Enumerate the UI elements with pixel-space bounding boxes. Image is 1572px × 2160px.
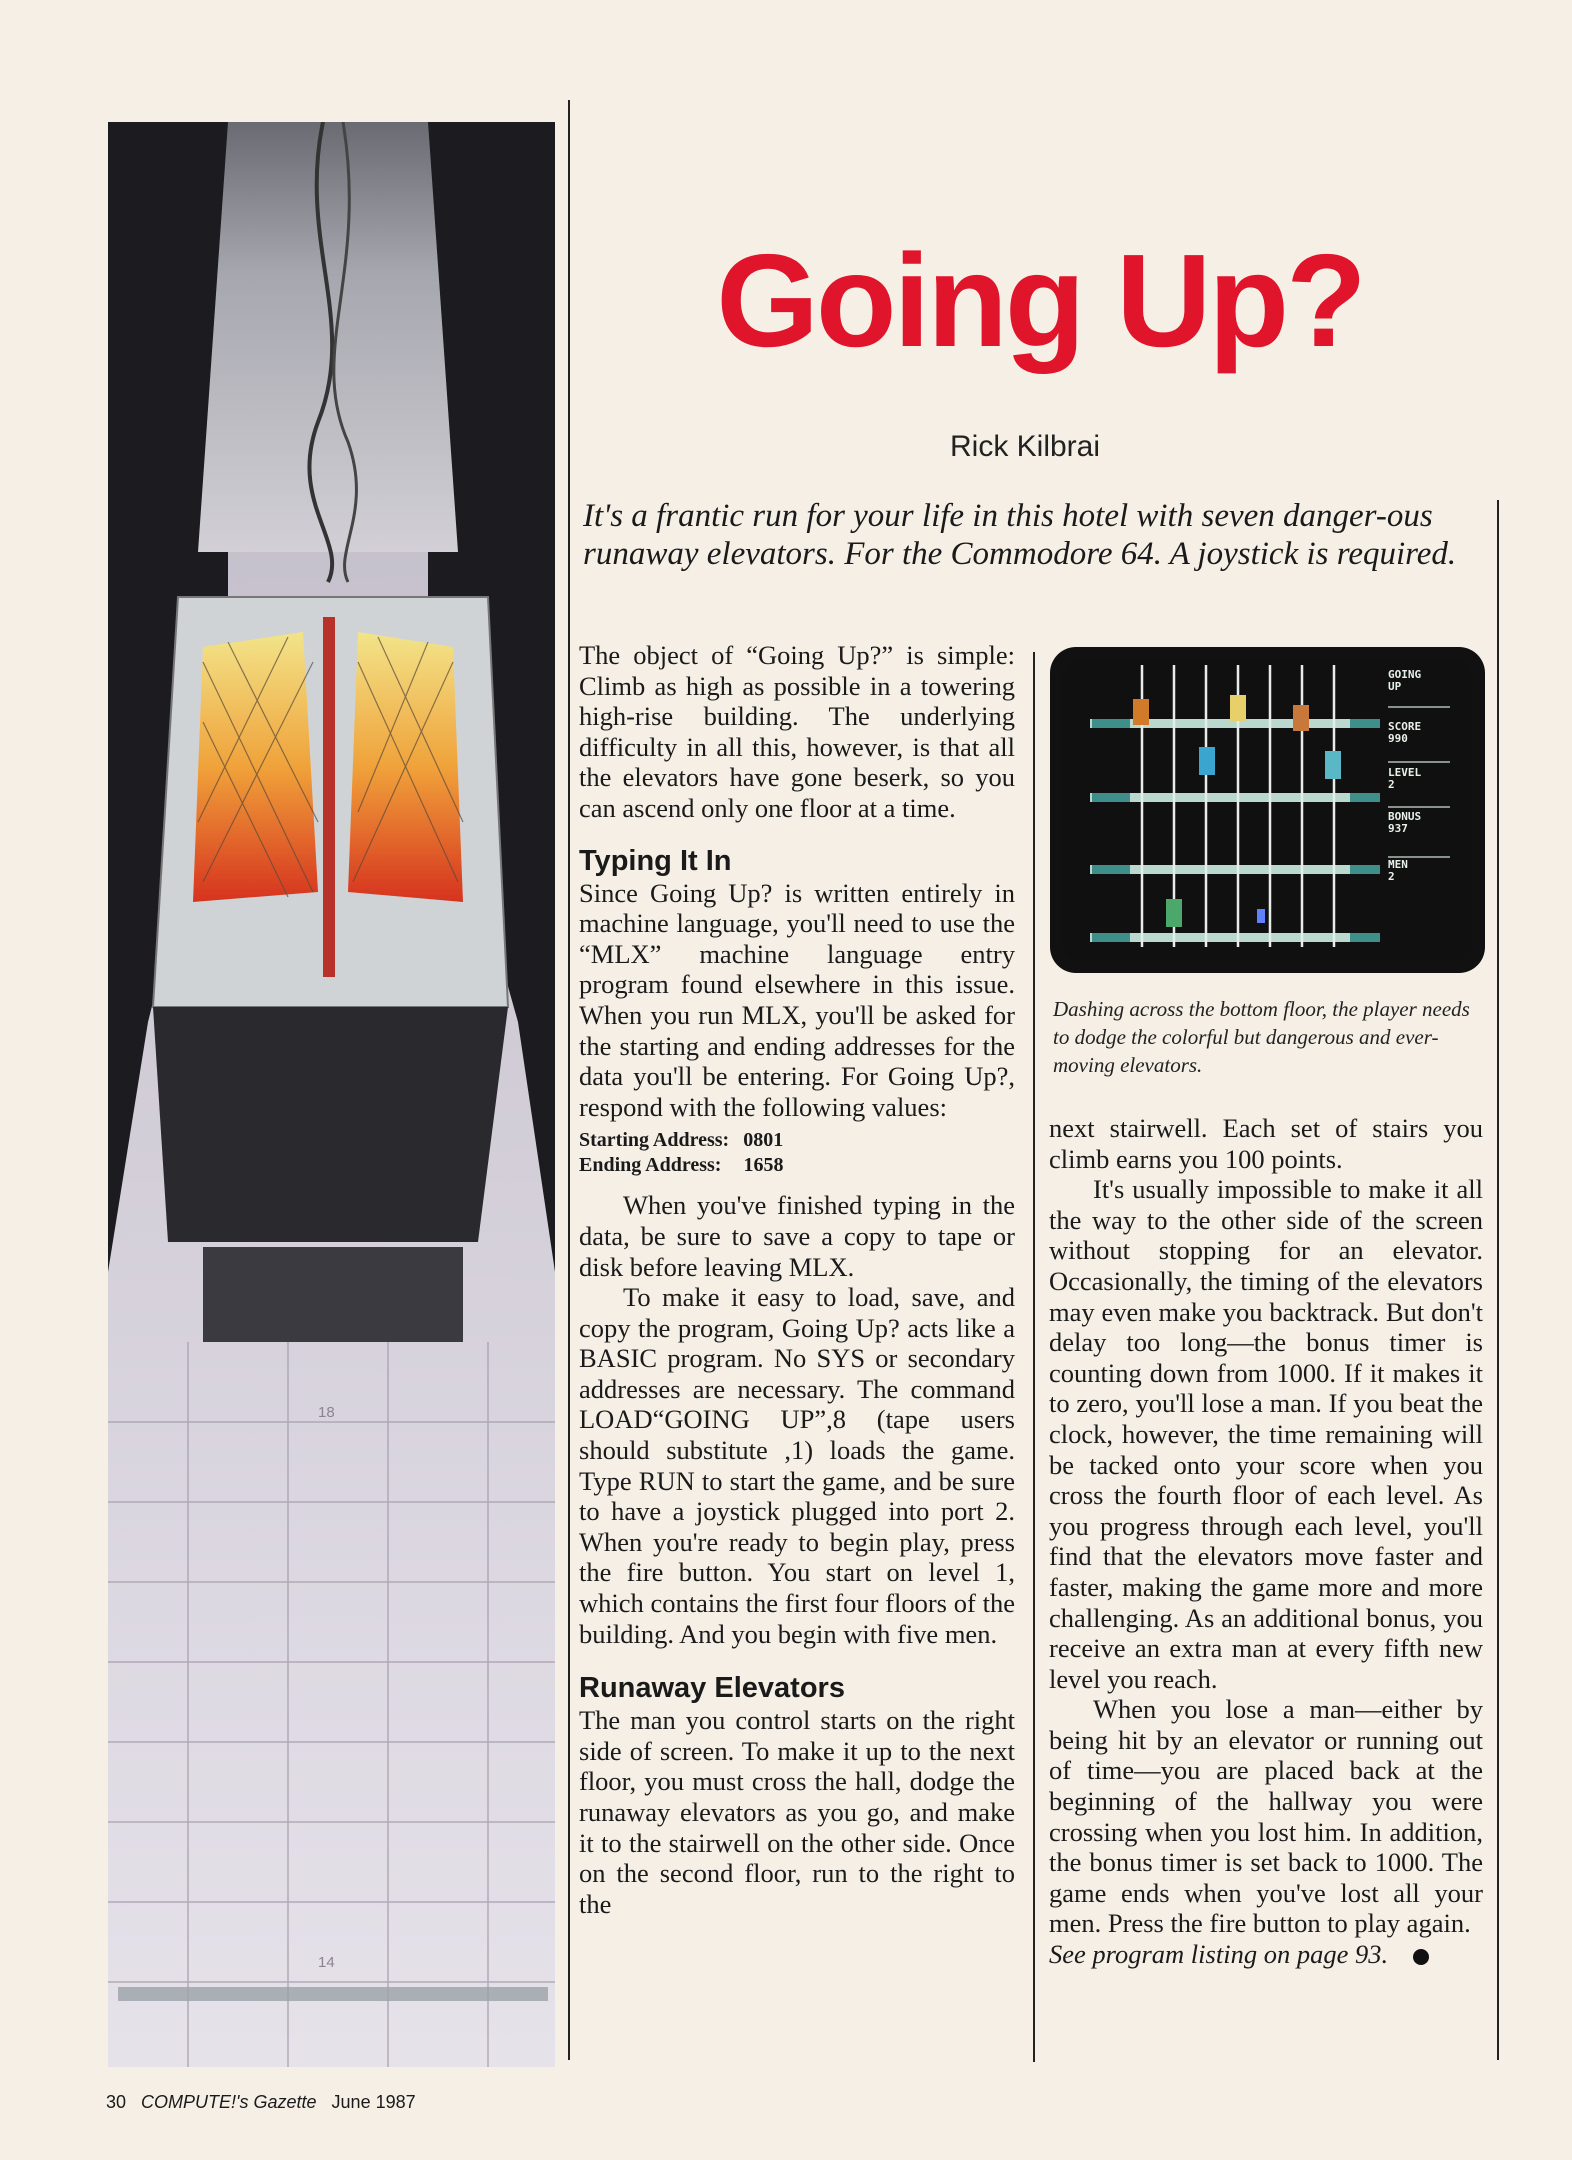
hud-score-label: SCORE (1388, 720, 1422, 733)
paragraph: When you lose a man—either by being hit by an elevator or running out of time—you are placed back at the beginning of the hallway you were crossing when you lost him. In addition, the bonus timer is set back to 1000. The game ends when you've lost all your men. Press the fire button to play again. (1049, 1694, 1483, 1939)
hud-level-label: LEVEL (1388, 766, 1422, 779)
hud-men-label: MEN (1388, 858, 1408, 871)
paragraph: It's usually impossible to make it all the way to the other side of the screen without stopping for an elevator. Occasionally, the timing of the elevators may even make you backtrack. But don't delay too long—the bonus timer is counting down from 1000. If it makes it to zero, you'll lose a man. If you beat the clock, however, the time remaining will be tacked onto your score when you cross the fourth floor of each level. As you progress through each level, you'll find that the elevators move faster and faster, making the game more and more challenging. As an additional bonus, you receive an extra man at every fifth new level you reach. (1049, 1174, 1483, 1694)
column-rule-left (568, 100, 570, 2060)
hud-men-value: 2 (1388, 870, 1395, 883)
hud-bonus-label: BONUS (1388, 810, 1422, 823)
paragraph: Since Going Up? is written entirely in machine language, you'll need to use the “MLX” machine language entry program found elsewhere in this issue. When you run MLX, you'll be asked for the starting and ending addresses for the data you'll be entering. For Going Up?, respond with the following values: (579, 877, 1015, 1122)
page-footer (106, 2092, 416, 2113)
hud (1388, 669, 1458, 883)
issue-date: June 1987 (331, 2092, 416, 2112)
program-listing-text: See program listing on page 93. (1049, 1939, 1389, 1970)
paragraph: The object of “Going Up?” is simple: Climb as high as possible in a towering high-rise building. The underlying difficulty in all this, however, is that all the elevators have gone beserk, so you can ascend only one floor at a time. (579, 640, 1015, 823)
column-1 (579, 640, 1015, 1919)
screenshot-caption: Dashing across the bottom floor, the player needs to dodge the colorful but dangerous and ever-moving elevators. (1053, 997, 1470, 1077)
hud-score-value: 990 (1388, 732, 1408, 745)
column-rule-right (1497, 500, 1499, 2060)
end-address-label: Ending Address: (579, 1154, 722, 1177)
article-title: Going Up? (716, 227, 1364, 374)
paragraph: The man you control starts on the right side of screen. To make it up to the next floor, you must cross the hall, dodge the runaway elevators as you go, and make it to the stairwell on the other side. Once on the second floor, run to the right to the (579, 1705, 1015, 1919)
column-2 (1049, 1113, 1483, 1970)
hud-title: GOING UP (1388, 668, 1422, 693)
paragraph: To make it easy to load, save, and copy the program, Going Up? acts like a BASIC program. No SYS or secondary addresses are necessary. The command LOAD“GOING UP”,8 (tape users should substitute ,1) loads the game. Type RUN to start the game, and be sure to have a joystick plugged into port 2. When you're ready to begin play, press the fire button. You start on level 1, which contains the first four floors of the building. And you begin with five men. (579, 1282, 1015, 1649)
floor-number-18: 18 (318, 1404, 335, 1421)
intro-text: It's a frantic run for your life in this hotel with seven danger-ous runaway elevators. For the Commodore 64. A joystick is required. (583, 498, 1457, 572)
start-address-label: Starting Address: (579, 1129, 730, 1152)
page-number: 30 (106, 2092, 127, 2112)
hud-bonus-value: 937 (1388, 822, 1408, 835)
hud-level-value: 2 (1388, 778, 1395, 791)
paragraph: next stairwell. Each set of stairs you climb earns you 100 points. (1049, 1113, 1483, 1174)
paragraph: When you've finished typing in the data, be sure to save a copy to tape or disk before leaving MLX. (579, 1190, 1015, 1282)
magazine-name: COMPUTE!'s Gazette (141, 2092, 317, 2112)
end-address-value: 1658 (743, 1154, 784, 1177)
section-heading-typing: Typing It In (579, 844, 732, 877)
end-mark-icon (1413, 1949, 1429, 1965)
floor-number-14: 14 (318, 1954, 335, 1971)
address-block (579, 1128, 1015, 1178)
game-screenshot (1050, 647, 1485, 973)
cover-illustration (108, 122, 555, 2067)
start-address-value: 0801 (743, 1129, 784, 1152)
column-rule-middle (1033, 652, 1035, 2062)
byline: Rick Kilbrai (949, 430, 1101, 463)
program-listing-note (1049, 1939, 1483, 1970)
section-heading-runaway: Runaway Elevators (579, 1672, 845, 1705)
